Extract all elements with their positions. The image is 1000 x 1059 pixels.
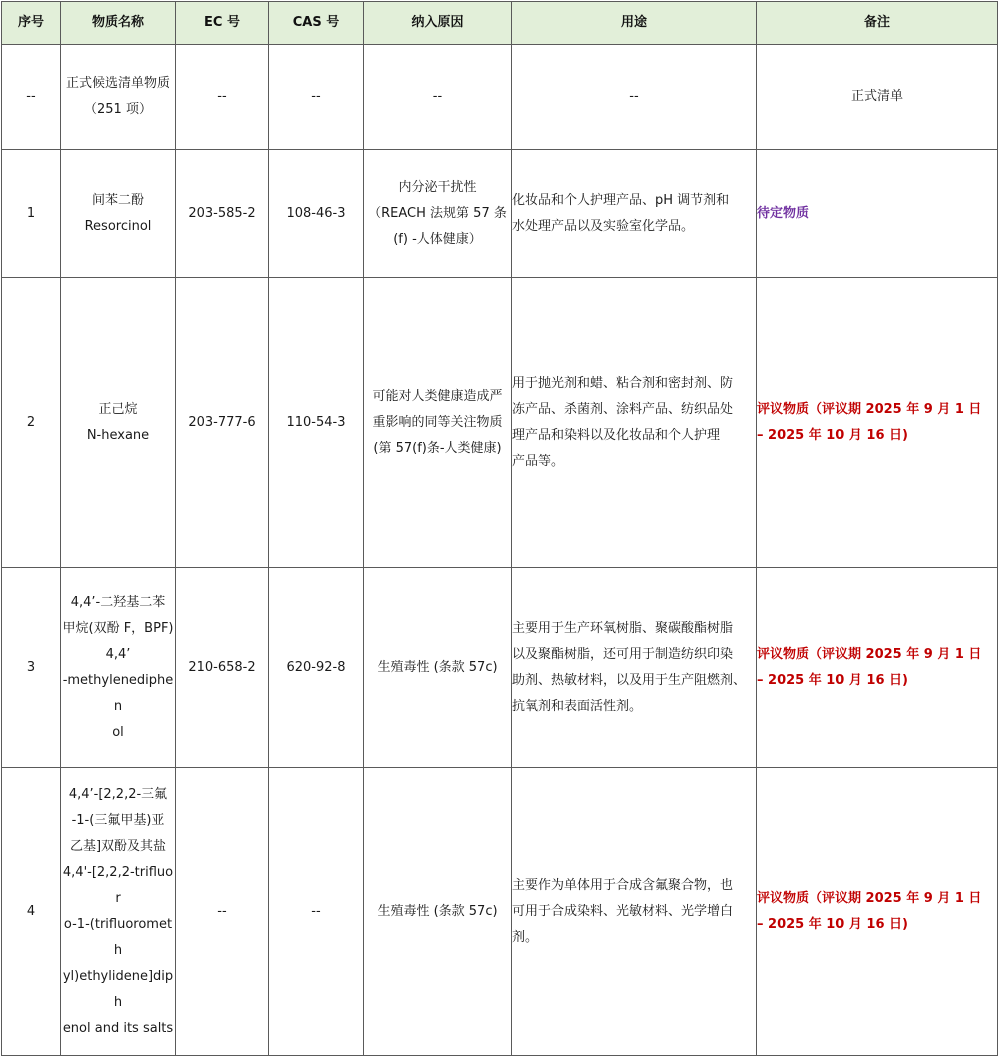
header-use: 用途	[512, 2, 757, 45]
cell-name-line: enol and its salts	[62, 1020, 174, 1036]
cell-remark-line: 评议物质（评议期 2025 年 9 月 1 日	[757, 401, 982, 417]
header-reason: 纳入原因	[364, 2, 512, 45]
cell-cas: 620-92-8	[269, 568, 364, 768]
cell-reason-line: 重影响的同等关注物质	[372, 414, 503, 430]
cell-remark	[757, 45, 998, 150]
cell-remark-line: – 2025 年 10 月 16 日)	[757, 916, 908, 932]
cell-reason-line: (f) -人体健康）	[393, 231, 482, 247]
cell-use-line: 冻产品、杀菌剂、涂料产品、纺织品处	[512, 401, 734, 417]
cell-use	[512, 278, 757, 568]
cell-use-line: 化妆品和个人护理产品、pH 调节剂和	[512, 192, 730, 208]
header-no: 序号	[2, 2, 61, 45]
cell-use	[512, 45, 757, 150]
table-row	[2, 278, 998, 568]
cell-name-line: o-1-(trifluorometh	[63, 916, 173, 958]
cell-use-line: 可用于合成染料、光敏材料、光学增白	[512, 903, 734, 919]
cell-remark-line: 正式清单	[850, 89, 903, 104]
cell-name-line: 4,4’-[2,2,2-三氟	[68, 786, 168, 802]
table-body	[2, 45, 998, 1056]
cell-name	[61, 568, 176, 768]
cell-no: 3	[2, 568, 61, 768]
cell-ec: --	[176, 768, 269, 1056]
cell-name-line: ol	[112, 724, 124, 740]
cell-name-line: -methylenediphen	[62, 672, 174, 714]
cell-name-line: 4,4’-二羟基二苯	[70, 594, 166, 610]
cell-name	[61, 45, 176, 150]
cell-cas: --	[269, 768, 364, 1056]
cell-no: --	[2, 45, 61, 150]
cell-use-line: 产品等。	[512, 453, 565, 469]
cell-reason-line: 可能对人类健康造成严	[372, 388, 503, 404]
cell-remark-line: 待定物质	[757, 205, 810, 221]
cell-reason-line: (第 57(f)条-人类健康)	[373, 440, 502, 456]
cell-remark	[757, 150, 998, 278]
header-remark: 备注	[757, 2, 998, 45]
cell-name-line: 正己烷	[98, 401, 138, 417]
table-row	[2, 568, 998, 768]
cell-reason	[364, 568, 512, 768]
cell-no: 4	[2, 768, 61, 1056]
cell-use-line: 助剂、热敏材料，以及用于生产阻燃剂、	[512, 672, 747, 688]
cell-name-line: 4,4'-[2,2,2-trifluor	[62, 864, 174, 906]
cell-use-line: 以及聚酯树脂，还可用于制造纺织印染	[512, 646, 734, 662]
cell-reason	[364, 768, 512, 1056]
cell-reason-line: 生殖毒性 (条款 57c)	[377, 659, 498, 675]
cell-remark	[757, 278, 998, 568]
header-row	[2, 2, 998, 45]
cell-cas: 108-46-3	[269, 150, 364, 278]
cell-use-line: 用于抛光剂和蜡、粘合剂和密封剂、防	[512, 375, 734, 391]
cell-no: 1	[2, 150, 61, 278]
cell-cas: --	[269, 45, 364, 150]
table-row	[2, 768, 998, 1056]
cell-ec: 210-658-2	[176, 568, 269, 768]
cell-name-line: （251 项）	[84, 102, 152, 117]
cell-name-line: 4,4’	[105, 646, 131, 662]
cell-use-line: 主要用于生产环氧树脂、聚碳酸酯树脂	[512, 620, 734, 636]
svhc-table	[1, 1, 998, 1056]
cell-use-line: --	[629, 89, 639, 104]
cell-reason-line: --	[432, 89, 443, 104]
cell-name-line: N-hexane	[86, 427, 150, 443]
cell-reason	[364, 150, 512, 278]
cell-use-line: 水处理产品以及实验室化学品。	[512, 218, 695, 234]
cell-reason-line: 生殖毒性 (条款 57c)	[377, 903, 498, 919]
cell-name-line: yl)ethylidene]diph	[62, 968, 174, 1010]
cell-reason-line: （REACH 法规第 57 条	[368, 205, 507, 221]
cell-ec: 203-777-6	[176, 278, 269, 568]
cell-ec: --	[176, 45, 269, 150]
cell-use-line: 理产品和染料以及化妆品和个人护理	[512, 427, 721, 443]
cell-remark	[757, 768, 998, 1056]
cell-reason	[364, 278, 512, 568]
header-name: 物质名称	[61, 2, 176, 45]
cell-reason	[364, 45, 512, 150]
cell-use	[512, 768, 757, 1056]
cell-name-line: 间苯二酚	[91, 192, 144, 208]
cell-name	[61, 768, 176, 1056]
cell-cas: 110-54-3	[269, 278, 364, 568]
table-row	[2, 150, 998, 278]
cell-use-line: 抗氧剂和表面活性剂。	[512, 698, 643, 714]
table-row	[2, 45, 998, 150]
cell-name	[61, 150, 176, 278]
cell-use	[512, 568, 757, 768]
cell-reason-line: 内分泌干扰性	[398, 179, 477, 195]
cell-name-line: -1-(三氟甲基)亚	[71, 812, 165, 828]
cell-name-line: 甲烷(双酚 F，BPF)	[62, 620, 174, 636]
cell-remark-line: 评议物质（评议期 2025 年 9 月 1 日	[757, 890, 982, 906]
cell-remark	[757, 568, 998, 768]
cell-ec: 203-585-2	[176, 150, 269, 278]
cell-remark-line: – 2025 年 10 月 16 日)	[757, 427, 908, 443]
cell-no: 2	[2, 278, 61, 568]
cell-remark-line: – 2025 年 10 月 16 日)	[757, 672, 908, 688]
header-ec: EC 号	[176, 2, 269, 45]
cell-name-line: Resorcinol	[84, 218, 152, 234]
cell-use	[512, 150, 757, 278]
header-cas: CAS 号	[269, 2, 364, 45]
cell-name-line: 正式候选清单物质	[65, 76, 170, 91]
cell-use-line: 主要作为单体用于合成含氟聚合物，也	[512, 877, 734, 893]
cell-name-line: 乙基]双酚及其盐	[69, 838, 167, 854]
cell-use-line: 剂。	[512, 929, 539, 945]
cell-remark-line: 评议物质（评议期 2025 年 9 月 1 日	[757, 646, 982, 662]
cell-name	[61, 278, 176, 568]
